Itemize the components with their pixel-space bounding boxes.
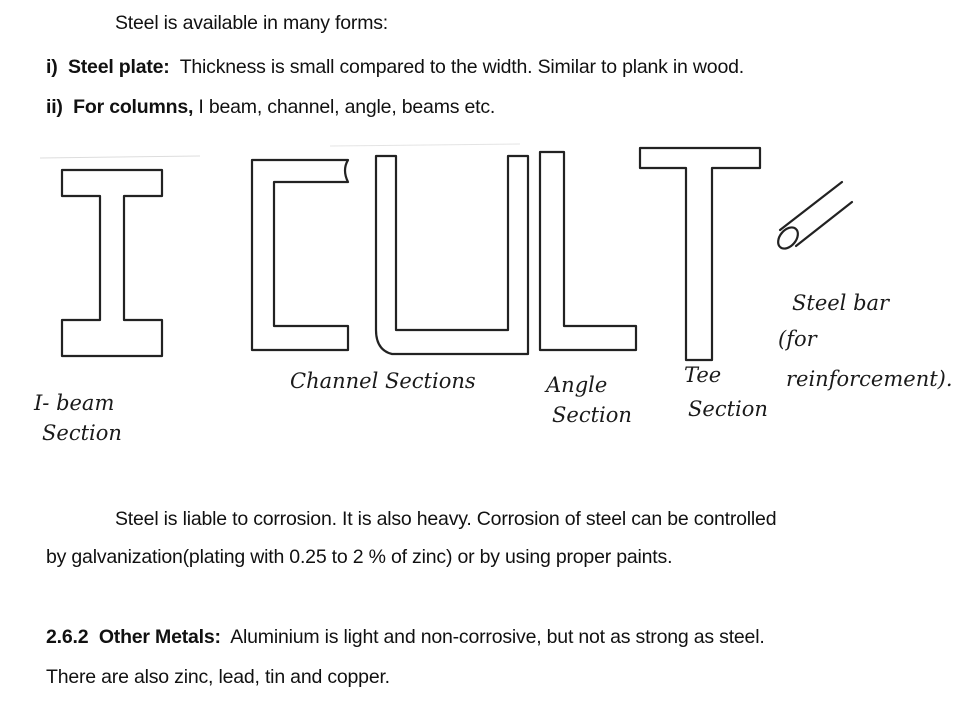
tee-shape (640, 148, 760, 360)
item-steel-plate (46, 56, 744, 79)
item-marker: ii) (46, 96, 63, 118)
i-beam-shape (62, 170, 162, 356)
channel-label: Channel Sections (290, 369, 476, 393)
angle-label: Section (552, 403, 632, 427)
angle-label: Angle (546, 373, 608, 397)
steel-bar-shape (774, 182, 852, 252)
tee-label: Tee (684, 363, 722, 387)
section-label: Other Metals: (98, 626, 221, 648)
section-number: 2.6.2 (46, 626, 89, 648)
u-channel-shape (376, 156, 528, 354)
item-columns (46, 96, 495, 119)
tee-label: Section (688, 397, 768, 421)
item-marker: i) (46, 56, 58, 78)
steel-bar-label: Steel bar (792, 291, 890, 315)
i-beam-label: Section (42, 421, 122, 445)
channel-shape (252, 160, 348, 350)
other-metals-line-2: There are also zinc, lead, tin and copper. (46, 666, 390, 688)
item-text: I beam, channel, angle, beams etc. (198, 96, 496, 118)
angle-shape (540, 152, 636, 350)
corrosion-line-2: by galvanization(plating with 0.25 to 2 % of zinc) or by using proper paints. (46, 546, 673, 568)
other-metals-line (46, 626, 765, 649)
section-text: Aluminium is light and non-corrosive, but not as strong as steel. (230, 626, 765, 648)
steel-bar-label: (for (778, 327, 817, 351)
item-text: Thickness is small compared to the width. Similar to plank in wood. (179, 56, 744, 78)
item-label: Steel plate: (67, 56, 170, 78)
steel-sections-figure (0, 130, 960, 460)
i-beam-label: I- beam (34, 391, 115, 415)
corrosion-line-1: Steel is liable to corrosion. It is also heavy. Corrosion of steel can be controlled (115, 508, 777, 530)
item-label: For columns, (73, 96, 194, 118)
steel-bar-label: reinforcement). (786, 367, 953, 391)
intro-text: Steel is available in many forms: (115, 12, 389, 34)
